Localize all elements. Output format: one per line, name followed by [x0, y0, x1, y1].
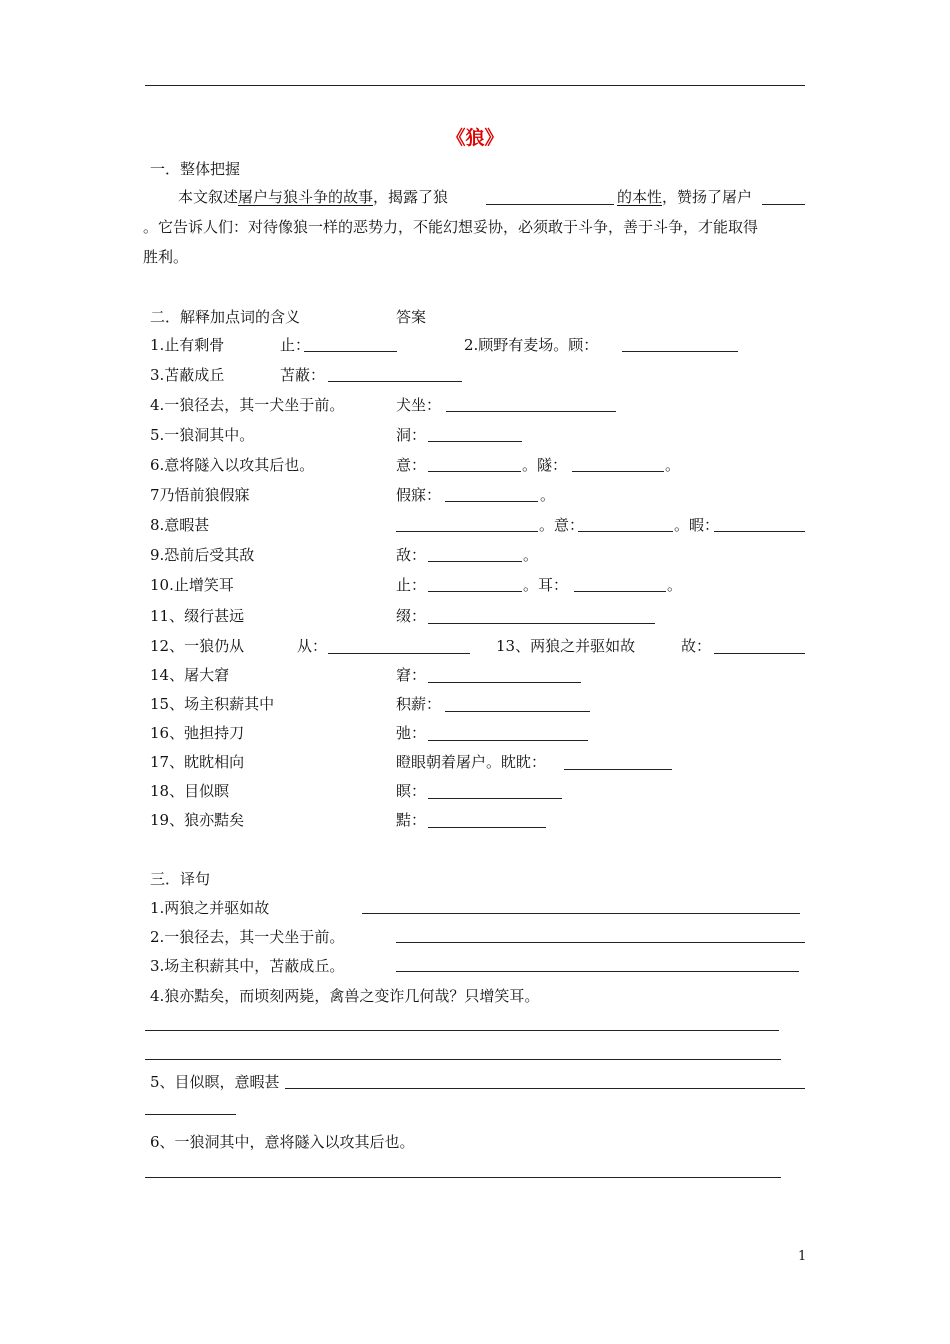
item-19-label: 黠：	[396, 811, 427, 829]
item-12-label: 从：	[297, 637, 328, 655]
item-9-blank[interactable]	[428, 561, 522, 562]
page-title: 《狼》	[446, 127, 504, 149]
item-8-blank-3[interactable]	[714, 531, 805, 532]
page-number: 1	[798, 1249, 807, 1264]
translate-6-blank[interactable]	[145, 1177, 781, 1178]
item-4-label: 犬坐：	[396, 396, 442, 414]
translate-1-blank[interactable]	[362, 913, 800, 914]
item-14-label: 窘：	[396, 666, 427, 684]
item-11-label: 缀：	[396, 607, 427, 625]
item-15-blank[interactable]	[445, 711, 590, 712]
item-6-text: 6.意将隧入以攻其后也。	[150, 456, 315, 474]
item-6-label-2: 。隧：	[522, 456, 568, 474]
section-3-heading: 三．译句	[150, 870, 211, 888]
translate-5-blank-1[interactable]	[285, 1088, 805, 1089]
item-1-label: 止：	[280, 336, 311, 354]
item-8-blank-1[interactable]	[396, 531, 538, 532]
translate-3-text: 3.场主积薪其中，苫蔽成丘。	[150, 957, 345, 975]
item-11-blank[interactable]	[428, 623, 655, 624]
item-6-label: 意：	[396, 456, 427, 474]
summary-text-underlined: 屠户与狼斗争的故事	[238, 188, 374, 206]
translate-5-text: 5、目似瞑，意暇甚	[150, 1073, 280, 1091]
summary-blank-1[interactable]	[486, 204, 614, 205]
summary-text-d: 的本性	[617, 188, 663, 206]
item-17-blank[interactable]	[564, 769, 672, 770]
item-8-label-2: 。暇：	[674, 516, 720, 534]
summary-line-2: 。它告诉人们：对待像狼一样的恶势力，不能幻想妥协，必须敢于斗争，善于斗争，才能取得	[143, 218, 759, 236]
item-7-text: 7乃悟前狼假寐	[150, 486, 250, 504]
item-8-blank-2[interactable]	[578, 531, 673, 532]
summary-line-1b	[617, 187, 752, 207]
item-4-text: 4.一狼径去，其一犬坐于前。	[150, 396, 345, 414]
item-10-text: 10.止增笑耳	[150, 576, 234, 594]
translate-3-blank[interactable]	[396, 971, 799, 972]
translate-2-text: 2.一狼径去，其一犬坐于前。	[150, 928, 345, 946]
item-12-text: 12、一狼仍从	[150, 637, 245, 655]
translate-6-text: 6、一狼洞其中，意将隧入以攻其后也。	[150, 1133, 415, 1151]
item-9-text: 9.恐前后受其敌	[150, 546, 255, 564]
translate-5-blank-2[interactable]	[145, 1114, 236, 1115]
item-1-text: 1.止有剩骨	[150, 336, 225, 354]
item-7-label: 假寐：	[396, 486, 442, 504]
summary-text-a: 本文叙述	[178, 188, 239, 206]
item-5-label: 洞：	[396, 426, 427, 444]
item-15-label: 积薪：	[396, 695, 442, 713]
summary-blank-2[interactable]	[762, 204, 805, 205]
item-3-blank[interactable]	[328, 381, 462, 382]
item-16-label: 弛：	[396, 724, 427, 742]
item-10-blank-2[interactable]	[574, 591, 666, 592]
item-7-blank[interactable]	[445, 501, 538, 502]
item-16-blank[interactable]	[428, 740, 588, 741]
item-5-blank[interactable]	[428, 441, 522, 442]
item-18-label: 瞑：	[396, 782, 427, 800]
item-4-blank[interactable]	[446, 411, 616, 412]
item-2-blank[interactable]	[622, 351, 738, 352]
item-3-text: 3.苫蔽成丘	[150, 366, 225, 384]
section-2-heading: 二．解释加点词的含义	[150, 308, 301, 326]
item-17-label: 瞪眼朝着屠户。眈眈：	[396, 753, 547, 771]
item-12-blank[interactable]	[328, 653, 470, 654]
item-19-text: 19、狼亦黠矣	[150, 811, 245, 829]
item-16-text: 16、弛担持刀	[150, 724, 245, 742]
section-1-heading: 一．整体把握	[150, 160, 241, 178]
item-10-label-2: 。耳：	[523, 576, 569, 594]
item-17-text: 17、眈眈相向	[150, 753, 245, 771]
item-14-blank[interactable]	[428, 682, 581, 683]
item-18-text: 18、目似瞑	[150, 782, 230, 800]
item-6-blank-2[interactable]	[572, 471, 664, 472]
translate-4-text: 4.狼亦黠矣，而顷刻两毙，禽兽之变诈几何哉？只增笑耳。	[150, 987, 540, 1005]
item-6-blank-1[interactable]	[428, 471, 521, 472]
item-10-end: 。	[667, 576, 683, 594]
item-1-blank[interactable]	[304, 351, 397, 352]
item-9-end: 。	[523, 546, 539, 564]
translate-2-blank[interactable]	[396, 942, 805, 943]
translate-4-blank-2[interactable]	[145, 1059, 781, 1060]
item-11-text: 11、缀行甚远	[150, 607, 245, 625]
translate-1-text: 1.两狼之并驱如故	[150, 899, 270, 917]
item-2-text: 2.顾野有麦场。顾：	[464, 336, 599, 354]
item-10-label: 止：	[396, 576, 427, 594]
item-13-blank[interactable]	[714, 653, 805, 654]
summary-text-c: ，揭露了狼	[373, 188, 449, 206]
item-10-blank-1[interactable]	[428, 591, 522, 592]
item-13-text: 13、两狼之并驱如故	[496, 637, 636, 655]
item-6-end: 。	[665, 456, 681, 474]
item-3-label: 苫蔽：	[280, 366, 326, 384]
header-rule	[145, 85, 805, 86]
item-13-label: 故：	[681, 637, 712, 655]
summary-line-3: 胜利。	[143, 248, 189, 266]
item-8-label-1: 。意：	[539, 516, 585, 534]
item-7-end: 。	[540, 486, 556, 504]
translate-4-blank-1[interactable]	[145, 1030, 779, 1031]
item-18-blank[interactable]	[428, 798, 562, 799]
item-14-text: 14、屠大窘	[150, 666, 230, 684]
item-15-text: 15、场主积薪其中	[150, 695, 275, 713]
answer-label: 答案	[396, 308, 427, 326]
item-9-label: 敌：	[396, 546, 427, 564]
item-5-text: 5.一狼洞其中。	[150, 426, 255, 444]
summary-text-e: ，赞扬了屠户	[662, 188, 753, 206]
item-19-blank[interactable]	[428, 827, 546, 828]
item-8-text: 8.意暇甚	[150, 516, 210, 534]
summary-line-1	[178, 187, 448, 207]
